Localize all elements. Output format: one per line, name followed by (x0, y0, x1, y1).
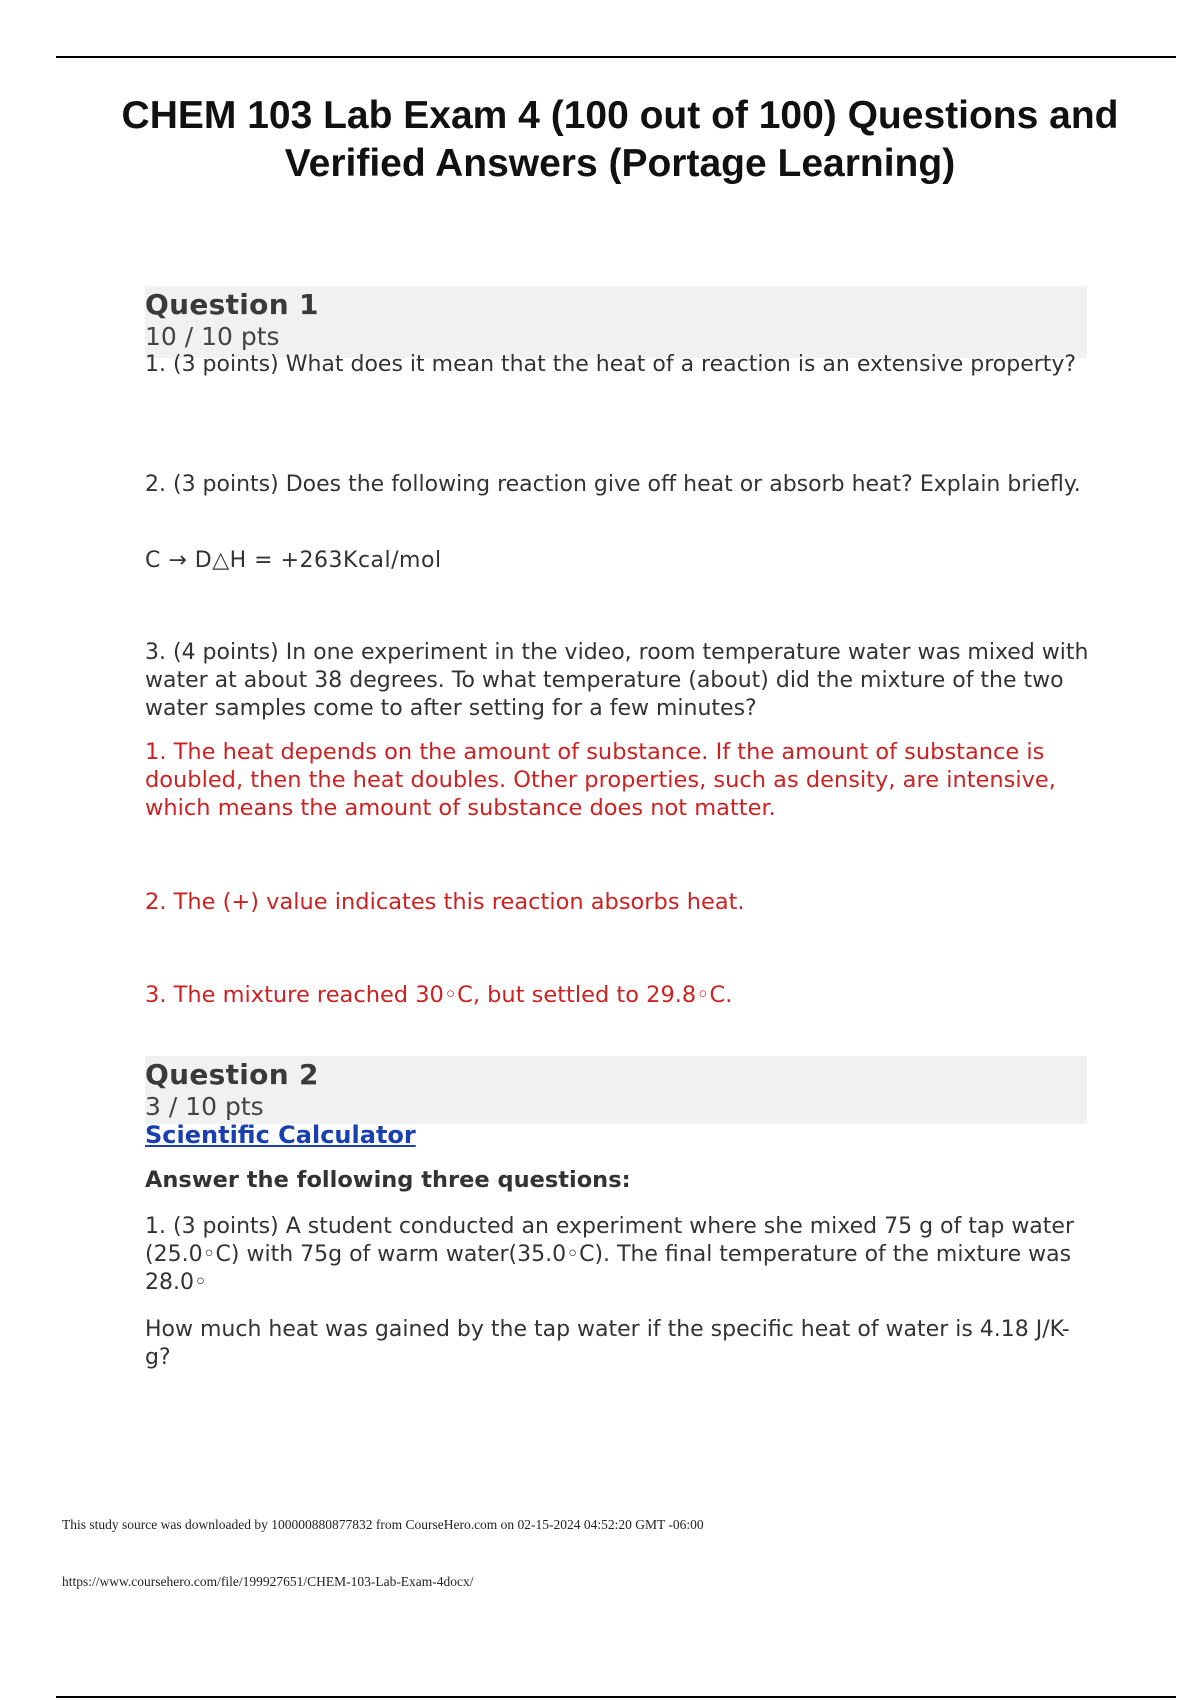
question-1-answer-2: 2. The (+) value indicates this reaction absorbs heat. (145, 889, 745, 915)
question-1-answer-3: 3. The mixture reached 30◦C, but settled to 29.8◦C. (145, 982, 733, 1008)
question-2-header (145, 1056, 1087, 1124)
question-2-title: Question 2 (145, 1058, 319, 1091)
source-url[interactable]: https://www.coursehero.com/file/199927651/CHEM-103-Lab-Exam-4docx/ (62, 1574, 474, 1589)
question-1-header (145, 286, 1087, 358)
question-1-prompt-3: 3. (4 points) In one experiment in the video, room temperature water was mixed with water at about 38 degrees. To what temperature (about) did the mixture of the two water samples come to after setting for a few minutes? (145, 640, 1089, 721)
question-2-prompt-1: 1. (3 points) A student conducted an experiment where she mixed 75 g of tap water (25.0◦C) with 75g of warm water(35.0◦C). The final temperature of the mixture was 28.0◦ (145, 1214, 1074, 1295)
question-1-prompt-2: 2. (3 points) Does the following reaction give off heat or absorb heat? Explain briefly. (145, 472, 1081, 497)
question-1-score: 10 / 10 pts (145, 322, 280, 351)
question-2-score: 3 / 10 pts (145, 1092, 264, 1121)
question-2-instruction: Answer the following three questions: (145, 1167, 631, 1193)
bottom-rule (56, 1696, 1176, 1698)
question-1-equation: C → D△H = +263Kcal/mol (145, 548, 442, 573)
download-note: This study source was downloaded by 100000880877832 from CourseHero.com on 02-15-2024 04:52:20 GMT -06:00 (62, 1517, 704, 1532)
document-title: CHEM 103 Lab Exam 4 (100 out of 100) Questions and Verified Answers (Portage Learning) (121, 94, 1119, 185)
top-rule (56, 56, 1176, 58)
question-1-prompt-1: 1. (3 points) What does it mean that the heat of a reaction is an extensive property? (145, 352, 1077, 377)
question-1-answer-1: 1. The heat depends on the amount of substance. If the amount of substance is doubled, then the heat doubles. Other properties, such as density, are intensive, which means the amount of substance does not matter. (145, 739, 1056, 821)
question-2-prompt-2: How much heat was gained by the tap water if the specific heat of water is 4.18 J/K-g? (145, 1317, 1070, 1370)
scientific-calculator-link[interactable]: Scientific Calculator (145, 1121, 416, 1149)
question-1-title: Question 1 (145, 288, 319, 321)
